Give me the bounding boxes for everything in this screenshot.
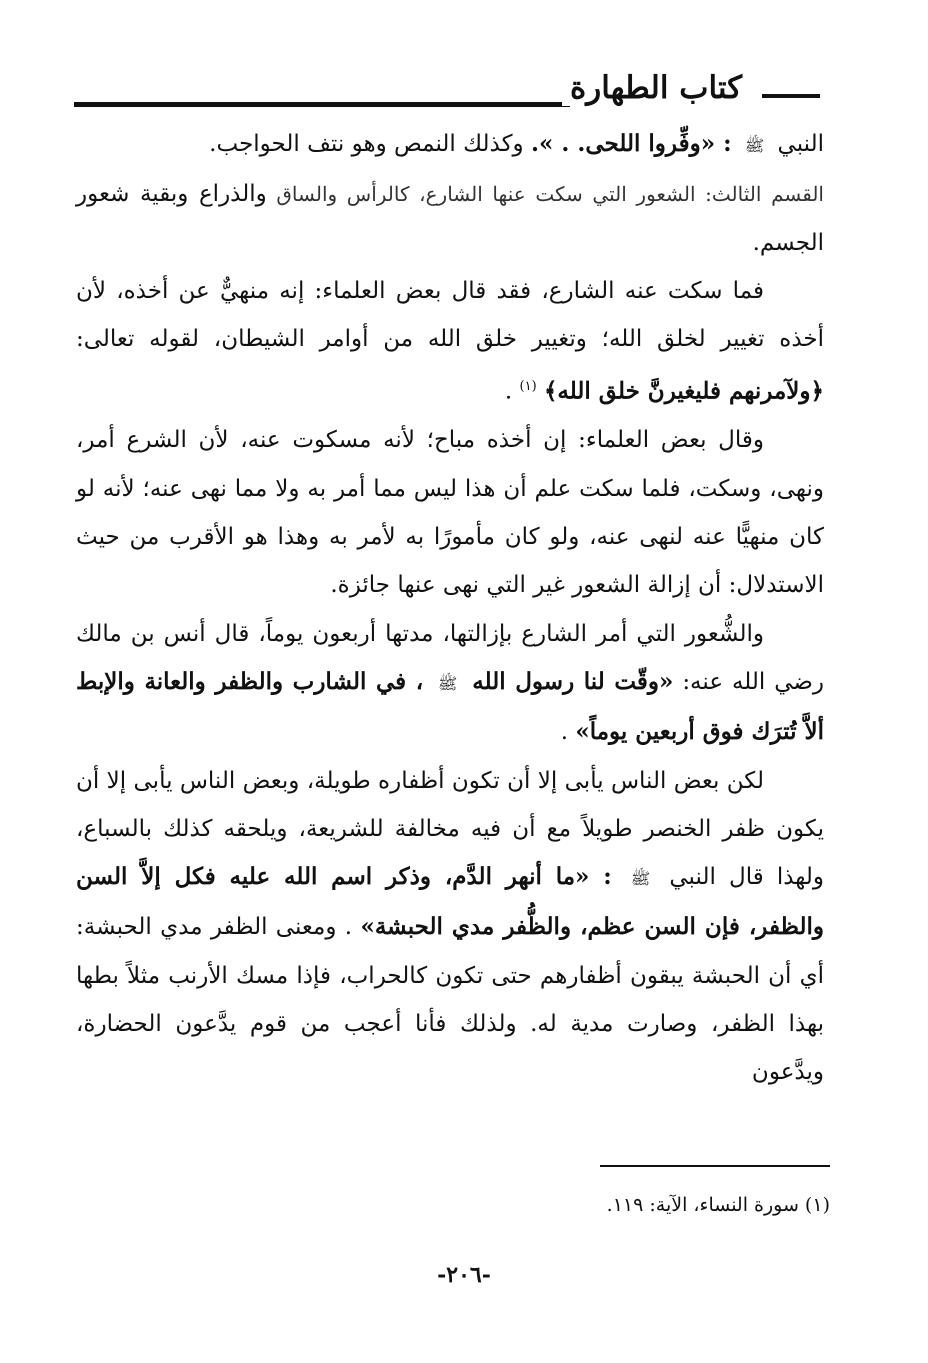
footnote: (١) سورة النساء، الآية: ١١٩. [606,1194,830,1216]
text-run: . ومعنى الظفر مدي الحبشة: أي أن الحبشة يبقون أظفارهم حتى تكون كالحراب، فإذا مسك الأرنب مثلاً بطها بهذا الظفر، وصارت مدية له. ولذلك فأنا أعجب من قوم يدَّعون الحضارة، ويدَّعون [76,914,824,1086]
honorific-mark: ﷺ [438,673,458,693]
text-run: والشُّعور التي أمر الشارع بإزالتها، مدتها أربعون يوماً، قال أنس بن مالك رضي الله عنه: [76,620,825,695]
chapter-title: كتاب الطهارة [562,70,750,106]
text-run: القسم الثالث: الشعور التي سكت عنها الشارع، كالرأس والساق [276,182,824,207]
hadith-quote: ، في الشارب والظفر والعانة والإبط ألاَّ تُترَك فوق أربعين يوماً» [76,667,824,746]
paragraph-2 [76,170,824,267]
page-header [74,68,820,112]
hadith-quote: : «وفِّروا اللحى. . ». [530,130,732,157]
paragraph-1 [76,120,824,170]
text-run: وكذلك النمص وهو نتف الحواجب. [209,131,524,157]
hadith-quote: «وقّت لنا رسول الله [472,667,674,695]
hadith-quote: : «ما أنهر الدَّم، وذكر اسم الله عليه فكل إلاَّ السن والظفر، فإن السن عظم، والظُّفر مدي الحبشة» [76,863,824,941]
footnote-divider [600,1165,830,1167]
paragraph-5 [76,610,824,757]
header-rule-short [762,94,820,98]
text-run: لكن بعض الناس يأبى إلا أن تكون أظفاره طويلة، وبعض الناس يأبى إلا أن يكون ظفر الخنصر طويلاً مع أن فيه مخالفة للشريعة، ويلحقه كذلك بالسباع، ولهذا قال النبي [76,767,825,891]
paragraph-3 [76,267,824,417]
footnote-ref: (١) [519,379,537,395]
text-run: النبي [777,131,824,157]
quran-verse: ﴿ولآمرنهم فليغيرنَّ خلق الله﴾ [543,378,824,406]
honorific-mark: ﷺ [630,869,651,889]
text-run: والذراع وبقية شعور الجسم. [76,181,824,256]
text-run: . [560,719,568,746]
honorific-mark: ﷺ [744,136,765,155]
paragraph-6 [76,757,824,1097]
text-run: فما سكت عنه الشارع، فقد قال بعض العلماء: إنه منهيٌّ عن أخذه، لأن أخذه تغيير لخلق الله؛ وتغيير خلق الله من أوامر الشيطان، لقوله تعالى: [76,277,824,353]
page-number: -٢٠٦- [437,1262,491,1288]
text-run: . [504,379,513,406]
main-text [76,120,824,1097]
header-rule [74,102,570,107]
text-run: وقال بعض العلماء: إن أخذه مباح؛ لأنه مسكوت عنه، لأن الشرع أمر، ونهى، وسكت، فلما سكت علم أن هذا ليس مما أمر به ولا مما نهى عنه؛ لأنه لو كان منهيًّا عنه لنهى عنه، ولو كان مأمورًا به لأمر به وهذا هو الأقرب من حيث الاستدلال: أن إزالة الشعور غير التي نهى عنها جائزة. [76,427,824,599]
paragraph-4 [76,416,824,609]
